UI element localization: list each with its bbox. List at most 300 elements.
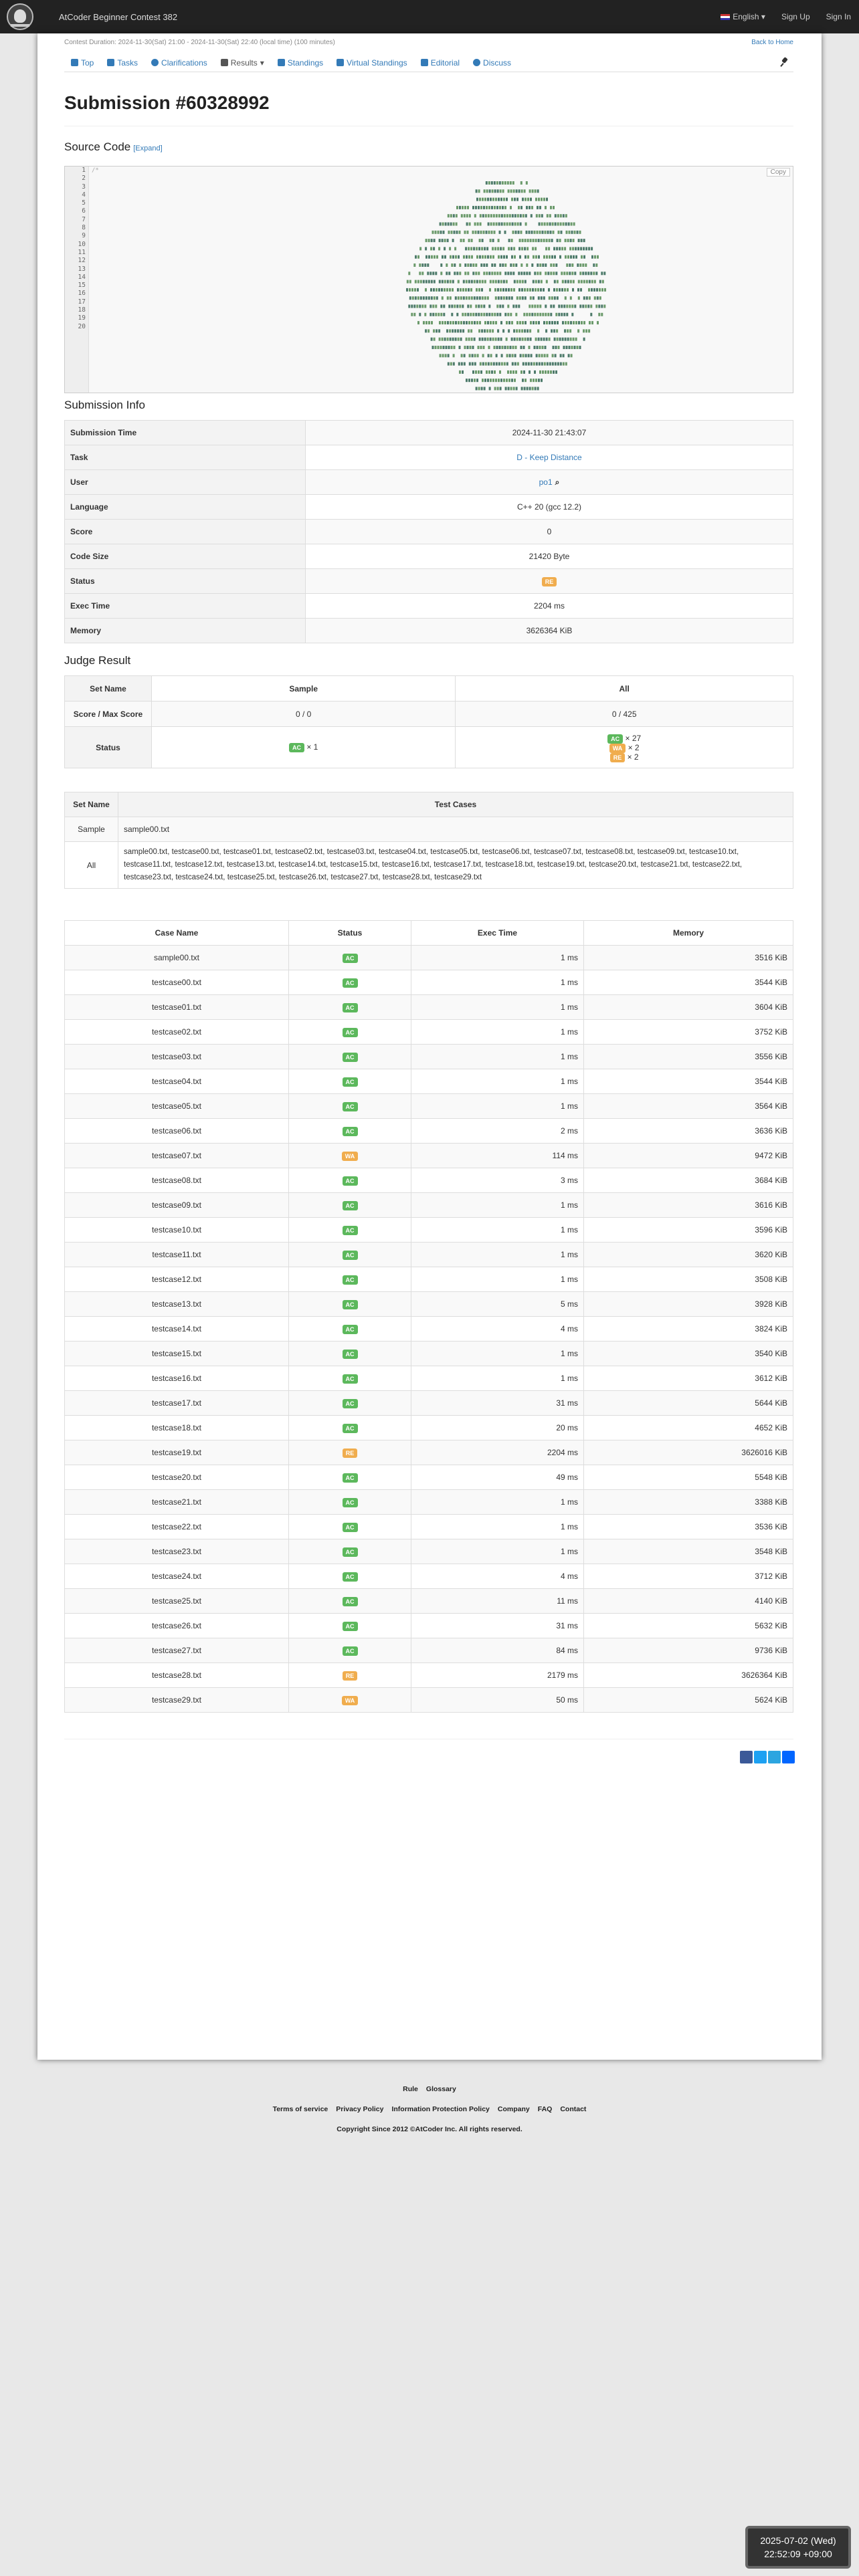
- art-glyph: [545, 231, 547, 234]
- language-dropdown[interactable]: English ▾: [721, 12, 765, 21]
- case-exec-time: 1 ms: [411, 1539, 584, 1564]
- art-glyph: [436, 296, 438, 300]
- art-glyph: [458, 296, 460, 300]
- col-case-name: Case Name: [65, 921, 289, 946]
- art-glyph: [490, 354, 492, 357]
- art-glyph: [496, 346, 498, 349]
- art-glyph: [557, 223, 559, 226]
- art-glyph: [479, 321, 481, 324]
- art-glyph: [472, 231, 474, 234]
- case-status: [289, 1539, 411, 1564]
- art-glyph: [520, 214, 522, 217]
- art-glyph: [456, 206, 458, 209]
- art-glyph: [510, 272, 512, 275]
- case-exec-time: 20 ms: [411, 1416, 584, 1440]
- art-glyph: [502, 329, 504, 332]
- art-glyph: [452, 338, 454, 341]
- art-glyph: [434, 239, 436, 242]
- art-glyph: [546, 338, 548, 341]
- art-glyph: [478, 305, 480, 308]
- case-status: [289, 1218, 411, 1243]
- case-memory: 3636 KiB: [584, 1119, 793, 1144]
- line-number: 2: [82, 175, 86, 183]
- art-glyph: [484, 296, 486, 300]
- art-glyph: [526, 181, 528, 185]
- art-glyph: [462, 206, 464, 209]
- art-glyph: [506, 214, 508, 217]
- table-row: [65, 946, 793, 970]
- case-exec-time: 4 ms: [411, 1317, 584, 1341]
- art-glyph: [521, 189, 523, 193]
- art-glyph: [559, 288, 561, 292]
- art-glyph: [440, 313, 442, 316]
- line-number: 13: [78, 265, 86, 273]
- case-exec-time: 1 ms: [411, 1243, 584, 1267]
- art-glyph: [470, 263, 472, 267]
- footer-link[interactable]: Glossary: [425, 2085, 456, 2093]
- art-glyph: [515, 346, 517, 349]
- art-glyph: [500, 189, 502, 193]
- art-glyph: [431, 338, 433, 341]
- art-glyph: [553, 231, 555, 234]
- case-status: [289, 1614, 411, 1638]
- art-glyph: [455, 321, 457, 324]
- art-glyph: [467, 206, 469, 209]
- art-glyph: [537, 288, 539, 292]
- footer-link[interactable]: FAQ: [537, 2105, 553, 2113]
- art-glyph: [508, 379, 510, 382]
- art-glyph: [516, 329, 518, 332]
- art-glyph: [589, 280, 591, 284]
- art-glyph: [463, 321, 465, 324]
- art-glyph: [480, 362, 482, 366]
- art-glyph: [459, 272, 461, 275]
- art-glyph: [499, 181, 501, 185]
- art-glyph: [485, 362, 487, 366]
- art-glyph: [417, 255, 419, 259]
- art-glyph: [567, 280, 569, 284]
- art-glyph: [559, 338, 561, 341]
- art-glyph: [467, 313, 469, 316]
- art-glyph: [488, 362, 490, 366]
- art-glyph: [538, 255, 540, 259]
- art-glyph: [590, 305, 592, 308]
- art-glyph: [503, 296, 505, 300]
- art-glyph: [530, 321, 532, 324]
- art-glyph: [593, 288, 595, 292]
- art-glyph: [585, 263, 587, 267]
- art-glyph: [583, 329, 585, 332]
- art-glyph: [529, 346, 531, 349]
- contest-name-link[interactable]: AtCoder Beginner Contest 382: [59, 11, 178, 22]
- art-glyph: [506, 338, 508, 341]
- case-exec-time: 5 ms: [411, 1292, 584, 1317]
- footer-link[interactable]: Terms of service: [272, 2105, 328, 2113]
- atcoder-logo-icon[interactable]: [0, 0, 40, 33]
- art-glyph: [542, 313, 544, 316]
- art-glyph: [427, 263, 429, 267]
- art-glyph: [510, 387, 512, 391]
- art-glyph: [577, 329, 579, 332]
- art-glyph: [490, 198, 492, 201]
- art-glyph: [482, 214, 484, 217]
- tab-discuss[interactable]: Discuss: [466, 53, 518, 72]
- sample-status: [152, 727, 456, 768]
- art-glyph: [502, 288, 504, 292]
- art-glyph: [511, 338, 513, 341]
- art-glyph: [415, 296, 417, 300]
- art-glyph: [524, 387, 526, 391]
- art-glyph: [496, 305, 498, 308]
- tab-top[interactable]: Top: [64, 53, 100, 72]
- art-glyph: [476, 247, 478, 250]
- source-code-block[interactable]: [64, 166, 793, 393]
- art-glyph: [601, 313, 603, 316]
- art-glyph: [604, 288, 606, 292]
- art-glyph: [499, 263, 501, 267]
- art-glyph: [520, 206, 522, 209]
- art-glyph: [479, 255, 481, 259]
- tab-clarifications[interactable]: Clarifications: [145, 53, 214, 72]
- art-glyph: [525, 214, 527, 217]
- art-glyph: [550, 305, 552, 308]
- art-glyph: [569, 272, 571, 275]
- art-glyph: [470, 346, 472, 349]
- copy-button[interactable]: Copy: [767, 168, 790, 177]
- art-glyph: [565, 321, 567, 324]
- art-glyph: [478, 247, 480, 250]
- art-glyph: [468, 379, 470, 382]
- sign-in-link[interactable]: Sign In: [826, 12, 851, 21]
- art-glyph: [481, 329, 483, 332]
- art-glyph: [517, 214, 519, 217]
- art-glyph: [567, 255, 569, 259]
- art-glyph: [408, 272, 410, 275]
- art-glyph: [572, 247, 574, 250]
- art-glyph: [489, 387, 491, 391]
- tab-standings[interactable]: Standings: [271, 53, 330, 72]
- line-number: 9: [82, 232, 86, 240]
- art-glyph: [463, 255, 465, 259]
- art-glyph: [521, 288, 523, 292]
- art-glyph: [464, 313, 466, 316]
- art-glyph: [471, 280, 473, 284]
- table-row: [65, 1119, 793, 1144]
- art-glyph: [450, 362, 452, 366]
- case-memory: 9736 KiB: [584, 1638, 793, 1663]
- footer-link[interactable]: Contact: [560, 2105, 587, 2113]
- art-glyph: [522, 280, 524, 284]
- art-glyph: [565, 239, 567, 242]
- art-glyph: [417, 296, 419, 300]
- case-exec-time: 84 ms: [411, 1638, 584, 1663]
- search-icon[interactable]: ⌕: [555, 477, 560, 487]
- art-glyph: [550, 313, 552, 316]
- art-glyph: [508, 288, 510, 292]
- tab-results[interactable]: Results ▾: [214, 53, 271, 72]
- table-row: [65, 1688, 793, 1713]
- art-glyph: [511, 239, 513, 242]
- art-glyph: [406, 288, 408, 292]
- art-glyph: [554, 280, 556, 284]
- line-number: 3: [82, 183, 86, 191]
- art-glyph: [488, 346, 490, 349]
- art-glyph: [484, 280, 486, 284]
- tab-editorial[interactable]: Editorial: [414, 53, 466, 72]
- art-glyph: [573, 255, 575, 259]
- art-glyph: [425, 329, 427, 332]
- case-memory: 3620 KiB: [584, 1243, 793, 1267]
- art-glyph: [544, 362, 546, 366]
- art-glyph: [448, 231, 450, 234]
- art-glyph: [532, 247, 534, 250]
- back-to-home-link[interactable]: Back to Home: [751, 39, 793, 46]
- art-glyph: [507, 370, 509, 374]
- art-glyph: [409, 296, 411, 300]
- status-badge: AC: [343, 1226, 358, 1235]
- art-glyph: [450, 321, 452, 324]
- art-glyph: [537, 329, 539, 332]
- art-glyph: [539, 223, 541, 226]
- art-glyph: [407, 280, 409, 284]
- art-glyph: [474, 296, 476, 300]
- list-icon: [221, 59, 228, 66]
- art-glyph: [518, 231, 520, 234]
- art-glyph: [597, 255, 599, 259]
- footer-link[interactable]: Company: [497, 2105, 530, 2113]
- art-glyph: [547, 370, 549, 374]
- art-glyph: [563, 214, 565, 217]
- art-glyph: [484, 387, 486, 391]
- art-glyph: [555, 346, 557, 349]
- art-glyph: [438, 288, 440, 292]
- case-name: testcase27.txt: [65, 1638, 289, 1663]
- art-glyph: [549, 255, 551, 259]
- art-glyph: [512, 370, 514, 374]
- line-number: 10: [78, 240, 86, 248]
- art-glyph: [579, 272, 581, 275]
- art-glyph: [464, 206, 466, 209]
- art-glyph: [468, 329, 470, 332]
- art-glyph: [522, 362, 524, 366]
- art-glyph: [518, 272, 520, 275]
- footer-link[interactable]: Privacy Policy: [336, 2105, 384, 2113]
- art-glyph: [505, 288, 507, 292]
- case-name: testcase07.txt: [65, 1144, 289, 1168]
- art-glyph: [438, 346, 440, 349]
- art-glyph: [547, 231, 549, 234]
- task-link[interactable]: D - Keep Distance: [516, 453, 582, 462]
- art-glyph: [510, 181, 512, 185]
- facebook-share-icon[interactable]: [740, 1751, 753, 1763]
- art-glyph: [527, 255, 529, 259]
- art-glyph: [486, 263, 488, 267]
- art-glyph: [479, 198, 481, 201]
- art-glyph: [452, 329, 454, 332]
- case-exec-time: 50 ms: [411, 1688, 584, 1713]
- art-glyph: [545, 272, 547, 275]
- art-glyph: [445, 354, 447, 357]
- art-glyph: [444, 338, 446, 341]
- art-glyph: [466, 280, 468, 284]
- art-glyph: [472, 370, 474, 374]
- art-glyph: [529, 206, 531, 209]
- art-glyph: [532, 288, 534, 292]
- case-memory: 3604 KiB: [584, 995, 793, 1020]
- art-glyph: [526, 231, 528, 234]
- status-badge: RE: [343, 1671, 358, 1681]
- sign-up-link[interactable]: Sign Up: [781, 12, 810, 21]
- telegram-share-icon[interactable]: [768, 1751, 781, 1763]
- list-icon: [107, 59, 114, 66]
- art-glyph: [517, 223, 519, 226]
- art-glyph: [494, 206, 496, 209]
- art-glyph: [601, 288, 603, 292]
- art-glyph: [560, 362, 562, 366]
- art-glyph: [534, 231, 536, 234]
- footer-link[interactable]: Information Protection Policy: [391, 2105, 490, 2113]
- art-glyph: [548, 288, 550, 292]
- tab-tasks[interactable]: Tasks: [100, 53, 145, 72]
- art-glyph: [485, 214, 487, 217]
- main-panel: [37, 33, 822, 2060]
- case-status: [289, 1193, 411, 1218]
- art-glyph: [568, 354, 570, 357]
- art-glyph: [451, 346, 453, 349]
- art-glyph: [438, 247, 440, 250]
- art-glyph: [413, 305, 415, 308]
- table-row: [65, 1465, 793, 1490]
- art-glyph: [484, 338, 486, 341]
- art-glyph: [478, 189, 480, 193]
- art-glyph: [577, 231, 579, 234]
- art-glyph: [534, 370, 536, 374]
- art-glyph: [579, 346, 581, 349]
- copyright: Copyright Since 2012 ©AtCoder Inc. All rights reserved.: [337, 2125, 522, 2133]
- pin-icon[interactable]: [781, 58, 788, 67]
- case-status: [289, 1366, 411, 1391]
- art-glyph: [474, 354, 476, 357]
- art-glyph: [446, 329, 448, 332]
- art-glyph: [525, 362, 527, 366]
- art-glyph: [488, 354, 490, 357]
- art-glyph: [514, 379, 516, 382]
- art-glyph: [482, 198, 484, 201]
- art-glyph: [468, 255, 470, 259]
- art-glyph: [468, 239, 470, 242]
- art-glyph: [534, 272, 536, 275]
- art-glyph: [497, 189, 499, 193]
- art-glyph: [583, 296, 585, 300]
- status-badge: AC: [343, 1523, 358, 1532]
- art-glyph: [413, 263, 415, 267]
- art-glyph: [553, 247, 555, 250]
- art-glyph: [487, 198, 489, 201]
- art-glyph: [427, 272, 429, 275]
- art-glyph: [524, 255, 527, 259]
- art-glyph: [536, 214, 538, 217]
- art-glyph: [541, 362, 543, 366]
- art-glyph: [408, 305, 410, 308]
- art-glyph: [482, 338, 484, 341]
- art-glyph: [504, 231, 506, 234]
- art-glyph: [409, 280, 411, 284]
- art-glyph: [588, 329, 590, 332]
- expand-link[interactable]: [Expand]: [133, 144, 163, 152]
- art-glyph: [497, 288, 499, 292]
- tab-virtual-standings[interactable]: Virtual Standings: [330, 53, 414, 72]
- art-glyph: [498, 338, 500, 341]
- art-glyph: [496, 181, 498, 185]
- art-glyph: [490, 223, 492, 226]
- art-glyph: [545, 370, 547, 374]
- art-glyph: [474, 338, 476, 341]
- art-glyph: [444, 255, 446, 259]
- art-glyph: [492, 280, 494, 284]
- art-glyph: [510, 288, 512, 292]
- twitter-share-icon[interactable]: [754, 1751, 767, 1763]
- art-glyph: [480, 206, 482, 209]
- art-glyph: [484, 255, 486, 259]
- art-glyph: [506, 362, 508, 366]
- submission-info-table: [64, 420, 793, 643]
- art-glyph: [436, 329, 438, 332]
- art-glyph: [447, 338, 449, 341]
- art-glyph: [432, 272, 434, 275]
- more-share-icon[interactable]: [782, 1751, 795, 1763]
- art-glyph: [430, 272, 432, 275]
- art-glyph: [482, 296, 484, 300]
- art-glyph: [539, 263, 541, 267]
- art-glyph: [555, 223, 557, 226]
- art-glyph: [566, 263, 568, 267]
- info-value: [306, 470, 793, 495]
- art-glyph: [483, 346, 485, 349]
- user-link[interactable]: po1: [539, 477, 553, 487]
- art-glyph: [512, 263, 514, 267]
- art-glyph: [554, 296, 556, 300]
- art-glyph: [573, 223, 575, 226]
- art-glyph: [488, 231, 490, 234]
- case-status: [289, 1094, 411, 1119]
- art-glyph: [579, 231, 581, 234]
- art-glyph: [431, 255, 433, 259]
- art-glyph: [585, 305, 587, 308]
- table-row: [65, 1341, 793, 1366]
- info-row: [65, 520, 793, 544]
- book-icon: [421, 59, 428, 66]
- art-glyph: [436, 255, 438, 259]
- art-glyph: [479, 239, 481, 242]
- art-glyph: [549, 239, 551, 242]
- case-exec-time: 2 ms: [411, 1119, 584, 1144]
- art-glyph: [484, 329, 486, 332]
- art-glyph: [575, 247, 577, 250]
- art-glyph: [591, 255, 593, 259]
- case-status: [289, 1168, 411, 1193]
- art-glyph: [498, 379, 500, 382]
- art-glyph: [583, 280, 585, 284]
- footer-link[interactable]: Rule: [403, 2085, 418, 2093]
- art-glyph: [518, 206, 520, 209]
- art-glyph: [498, 362, 500, 366]
- case-exec-time: 1 ms: [411, 1193, 584, 1218]
- art-glyph: [518, 189, 520, 193]
- case-exec-time: 1 ms: [411, 970, 584, 995]
- status-badge: AC: [343, 1053, 358, 1062]
- art-glyph: [504, 206, 506, 209]
- art-glyph: [458, 321, 460, 324]
